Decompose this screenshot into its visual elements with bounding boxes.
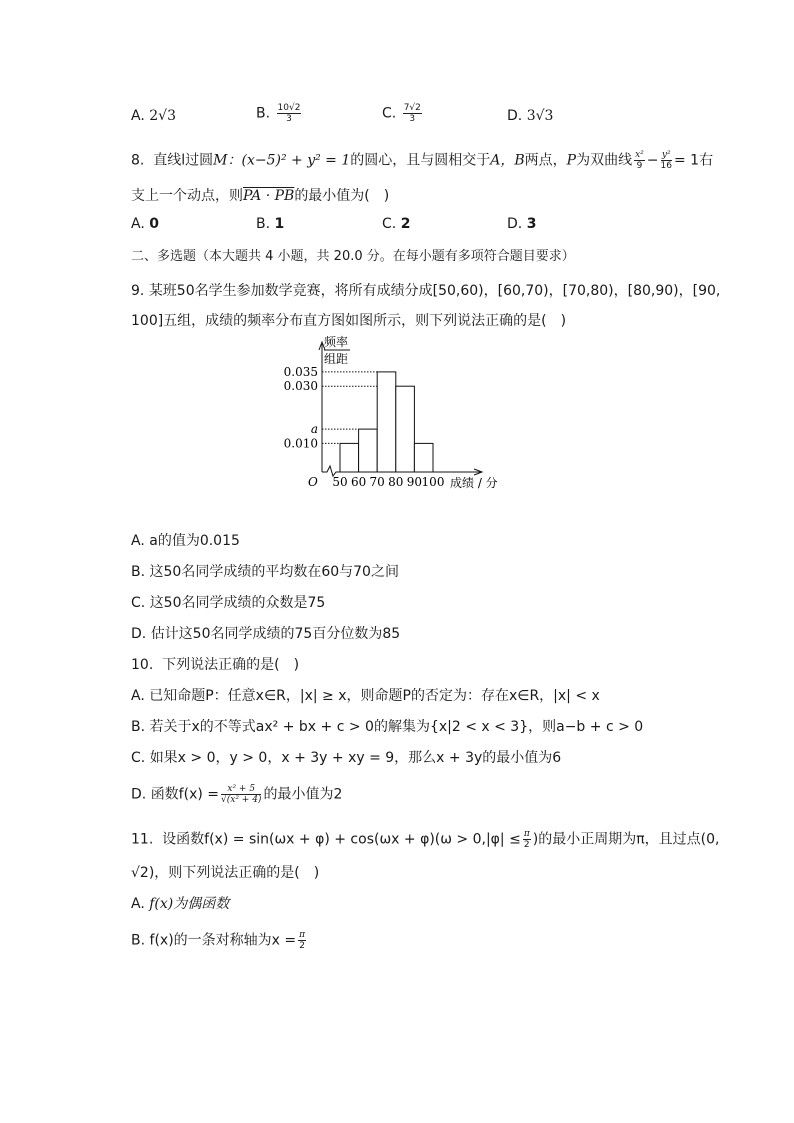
q9-option-b[interactable]: B. 这50名同学成绩的平均数在60与70之间 xyxy=(131,564,399,580)
y-tick-label: 0.035 xyxy=(283,364,318,379)
q7-option-b[interactable]: B. $\frac{10√2}{3}$ xyxy=(256,103,301,124)
x-tick-label: 60 xyxy=(350,475,367,489)
q7-option-d[interactable]: D. 3√3 xyxy=(507,108,554,124)
q11-option-b[interactable]: B. f(x)的一条对称轴为x = $\frac{\pi}{2}$ xyxy=(131,930,306,951)
origin-label: O xyxy=(308,475,318,489)
q8-vector-product: PA · PB xyxy=(243,188,295,204)
histogram-bar xyxy=(359,429,378,472)
q8-circle-equation: M：(x−5)² + y² = 1 xyxy=(213,152,351,169)
q8-hyperbola-frac-2: $\frac{\text{y²}}{16}$ xyxy=(660,150,672,171)
q7-option-a[interactable]: A. 2√3 xyxy=(131,108,176,124)
q8-line-1: 8. 直线l过圆M：(x−5)² + y² = 1的圆心，且与圆相交于A，B两点，P为双曲线 $\frac{\text{x²}}{9}$ − $\frac{\text{y²}}{16}$ = 1右 xyxy=(131,150,714,171)
q9-line-2: 100]五组，成绩的频率分布直方图如图所示，则下列说法正确的是( ) xyxy=(131,313,567,329)
q10-title: 10. 下列说法正确的是( ) xyxy=(131,657,300,673)
q10-option-a[interactable]: A. 已知命题P：任意x∈R，|x| ≥ x，则命题P的否定为：存在x∈R，|x| < x xyxy=(131,688,600,704)
q7-option-c[interactable]: C. $\frac{7√2}{3}$ xyxy=(382,103,421,124)
y-axis-label-bottom: 组距 xyxy=(324,352,349,366)
y-tick-label: a xyxy=(310,422,318,437)
x-tick-label: 70 xyxy=(369,475,385,489)
q11-line-1: 11. 设函数f(x) = sin(ωx + φ) + cos(ωx + φ)(ω > 0,|φ| ≤ $\frac{\pi}{2}$ )的最小正周期为π，且过点(0, xyxy=(131,829,720,850)
histogram-bar xyxy=(396,386,415,472)
section-2-heading: 二、多选题（本大题共 4 小题，共 20.0 分。在每小题有多项符合题目要求） xyxy=(131,249,575,264)
q9-option-a[interactable]: A. a的值为0.015 xyxy=(131,533,240,549)
q9-option-d[interactable]: D. 估计这50名同学成绩的75百分位数为85 xyxy=(131,626,401,642)
q10-number: 10. xyxy=(131,657,154,673)
q8-line-2: 支上一个动点，则PA · PB的最小值为( ) xyxy=(131,188,390,204)
histogram-bar xyxy=(340,443,359,472)
q9-number: 9. xyxy=(131,283,145,299)
y-axis-label-top: 频率 xyxy=(324,335,349,349)
q11-option-a[interactable]: A. f(x)为偶函数 xyxy=(131,896,230,912)
q10-option-c[interactable]: C. 如果x > 0，y > 0，x + 3y + xy = 9，那么x + 3y的最小值为6 xyxy=(131,750,562,766)
y-tick-label: 0.030 xyxy=(283,379,318,394)
x-axis-label: 成绩 / 分 xyxy=(450,476,498,490)
x-tick-label: 80 xyxy=(388,475,404,489)
y-tick-label: 0.010 xyxy=(283,436,318,451)
q8-option-b[interactable]: B. 1 xyxy=(256,216,285,232)
frequency-histogram xyxy=(282,330,522,500)
x-tick-label: 50 xyxy=(332,475,348,489)
q9-line-1: 9. 某班50名学生参加数学竞赛，将所有成绩分成[50,60)，[60,70)，[70,80)，[80,90)，[90, xyxy=(131,283,721,299)
x-tick-label: 100 xyxy=(421,475,445,489)
q8-option-d[interactable]: D. 3 xyxy=(507,216,537,232)
q8-number: 8. xyxy=(131,152,145,169)
q7-option-d-value: 3√3 xyxy=(526,108,554,124)
q8-option-a[interactable]: A. 0 xyxy=(131,216,159,232)
q11-pi-fraction: $\frac{\pi}{2}$ xyxy=(523,829,530,850)
q8-hyperbola-frac-1: $\frac{\text{x²}}{9}$ xyxy=(635,150,644,171)
q10-option-d-fraction: $\frac{\text{x² + 5}}{\text{√(x² + 4)}}$ xyxy=(221,784,262,805)
q11-line-2: √2)，则下列说法正确的是( ) xyxy=(131,865,320,881)
q9-option-c[interactable]: C. 这50名同学成绩的众数是75 xyxy=(131,595,326,611)
q7-option-c-fraction: $\frac{7√2}{3}$ xyxy=(403,103,421,124)
q7-option-a-value: 2√3 xyxy=(149,108,176,124)
q11-number: 11. xyxy=(131,831,154,848)
q10-option-b[interactable]: B. 若关于x的不等式ax² + bx + c > 0的解集为{x|2 < x < 3}，则a−b + c > 0 xyxy=(131,719,644,735)
x-tick-label: 90 xyxy=(406,475,423,489)
histogram-bar xyxy=(414,443,433,472)
q10-option-d[interactable]: D. 函数f(x) = $\frac{\text{x² + 5}}{\text{√(x² + 4)}}$ 的最小值为2 xyxy=(131,784,343,805)
q7-option-b-fraction: $\frac{10√2}{3}$ xyxy=(277,103,301,124)
histogram-bar xyxy=(377,372,396,472)
q11-option-b-fraction: $\frac{\pi}{2}$ xyxy=(299,930,306,951)
histogram-bars xyxy=(340,372,433,472)
q8-option-c[interactable]: C. 2 xyxy=(382,216,411,232)
